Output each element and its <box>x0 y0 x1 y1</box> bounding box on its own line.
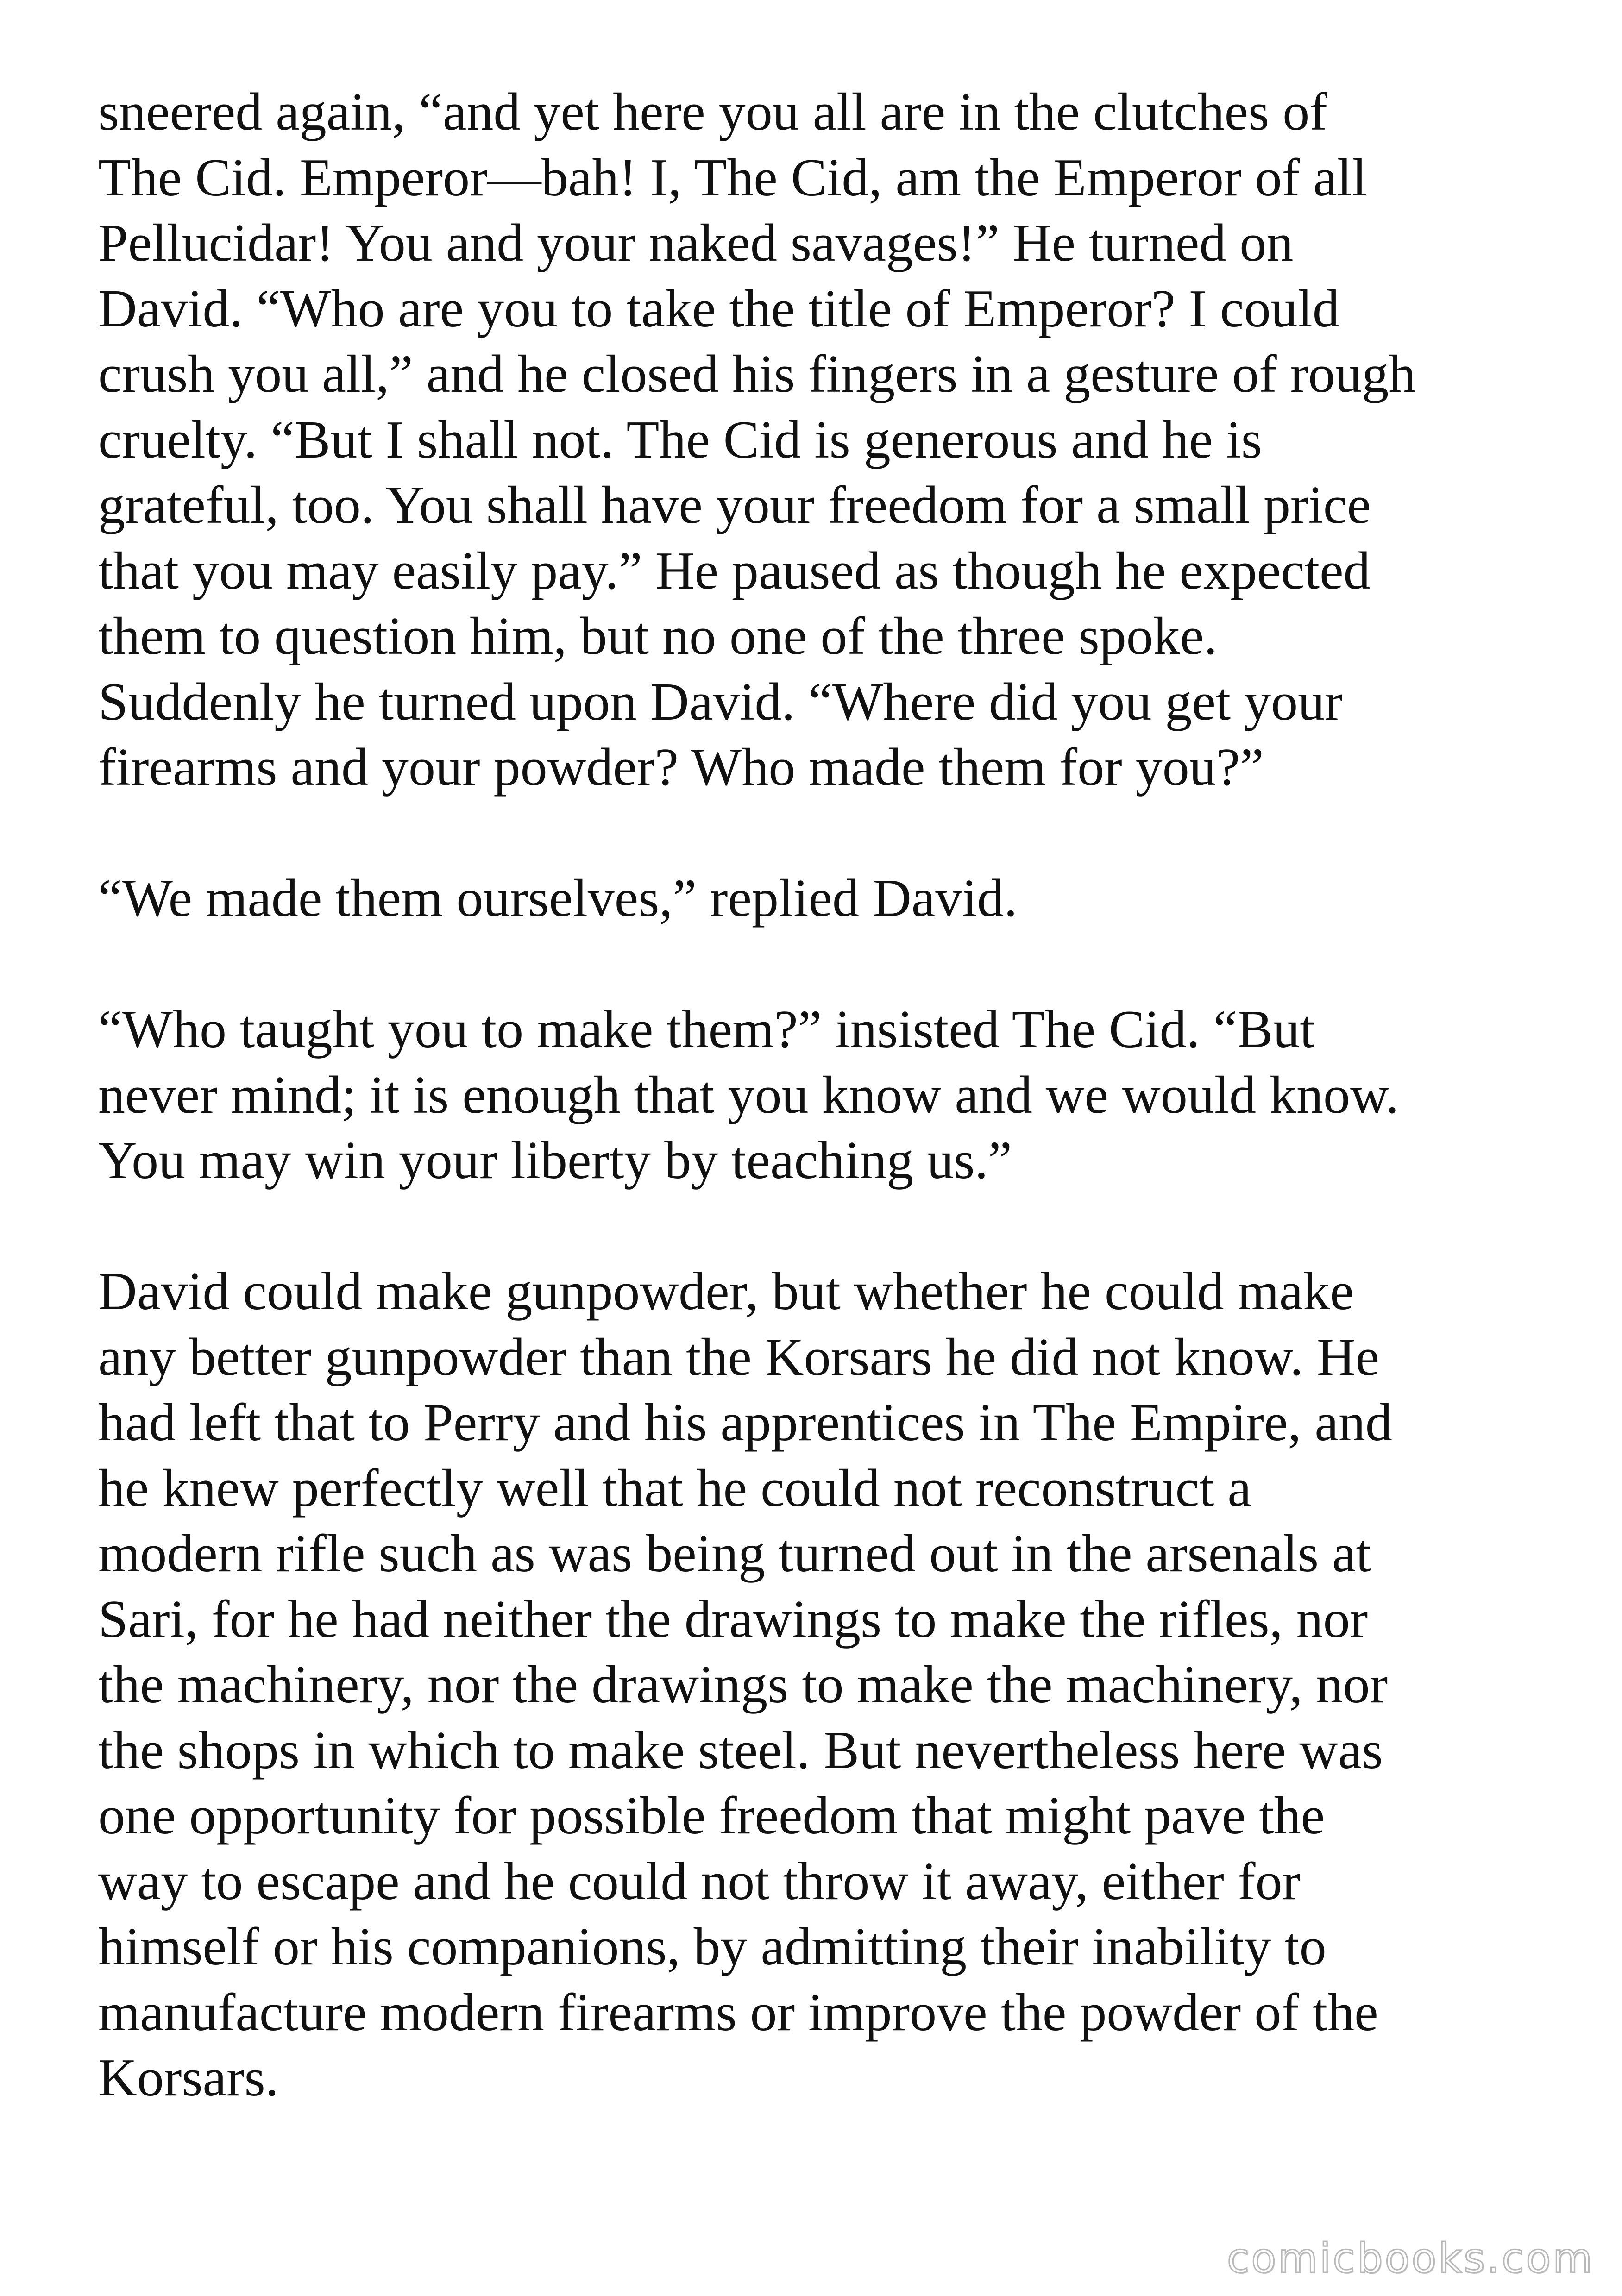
text-line: Suddenly he turned upon David. “Where did you get your <box>98 672 1343 732</box>
text-line: Korsars. <box>98 2048 279 2108</box>
text-line: David could make gunpowder, but whether he could make <box>98 1262 1354 1321</box>
paragraph <box>98 997 1553 1194</box>
text-line: manufacture modern firearms or improve the powder of the <box>98 1982 1378 2042</box>
text-line: Pellucidar! You and your naked savages!” He turned on <box>98 213 1294 273</box>
text-line: cruelty. “But I shall not. The Cid is generous and he is <box>98 410 1262 470</box>
paragraph <box>98 80 1553 801</box>
watermark: comicbooks.com <box>1226 2234 1594 2282</box>
text-line: himself or his companions, by admitting their inability to <box>98 1917 1327 1976</box>
text-line: The Cid. Emperor—bah! I, The Cid, am the Emperor of all <box>98 148 1367 207</box>
text-line: grateful, too. You shall have your freedom for a small price <box>98 476 1371 535</box>
text-line: “Who taught you to make them?” insisted The Cid. “But <box>98 1000 1315 1059</box>
text-line: them to question him, but no one of the three spoke. <box>98 607 1218 666</box>
text-line: firearms and your powder? Who made them for you?” <box>98 738 1264 797</box>
text-line: crush you all,” and he closed his fingers in a gesture of rough <box>98 345 1416 404</box>
text-line: the shops in which to make steel. But nevertheless here was <box>98 1720 1383 1780</box>
text-line: one opportunity for possible freedom that might pave the <box>98 1786 1325 1845</box>
text-line: that you may easily pay.” He paused as though he expected <box>98 541 1371 601</box>
text-line: the machinery, nor the drawings to make the machinery, nor <box>98 1655 1388 1714</box>
text-line: had left that to Perry and his apprentices in The Empire, and <box>98 1393 1392 1452</box>
text-line: “We made them ourselves,” replied David. <box>98 869 1018 928</box>
text-line: modern rifle such as was being turned out in the arsenals at <box>98 1524 1371 1583</box>
text-line: You may win your liberty by teaching us.” <box>98 1131 1012 1190</box>
text-line: Sari, for he had neither the drawings to make the rifles, nor <box>98 1589 1368 1649</box>
paragraph <box>98 866 1553 932</box>
page-text <box>98 80 1553 2111</box>
text-line: any better gunpowder than the Korsars he did not know. He <box>98 1327 1380 1387</box>
text-line: never mind; it is enough that you know and we would know. <box>98 1065 1399 1125</box>
text-line: sneered again, “and yet here you all are in the clutches of <box>98 82 1327 142</box>
paragraph-gap <box>98 932 1553 997</box>
paragraph-gap <box>98 1194 1553 1260</box>
text-line: way to escape and he could not throw it away, either for <box>98 1851 1301 1911</box>
paragraph <box>98 1259 1553 2111</box>
text-line: David. “Who are you to take the title of Emperor? I could <box>98 279 1339 339</box>
text-line: he knew perfectly well that he could not reconstruct a <box>98 1458 1251 1518</box>
paragraph-gap <box>98 801 1553 866</box>
